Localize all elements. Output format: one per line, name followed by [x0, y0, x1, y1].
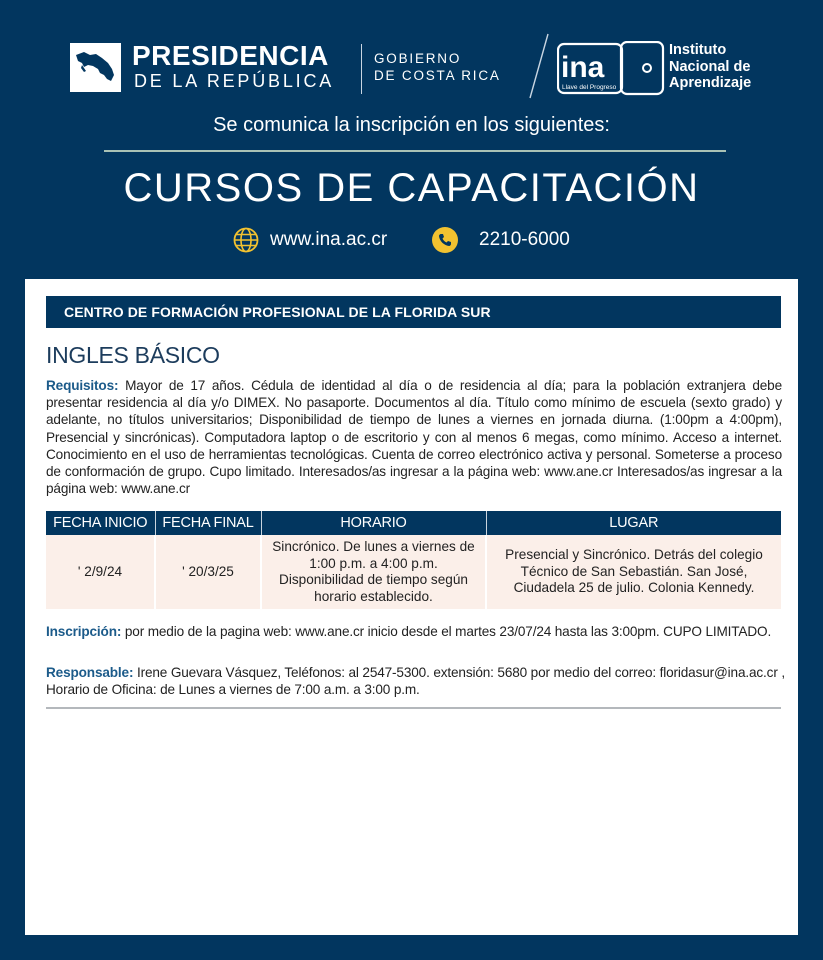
schedule-table: [46, 511, 781, 609]
table-header-row: [46, 511, 781, 535]
header-banner: [0, 0, 823, 280]
requirements-text: Mayor de 17 años. Cédula de identidad al día o de residencia al día; para la población extranjera debe presentar residencia al día y/o DIMEX. No pasaporte. Documentos al día. Título como mínimo de escuela (sexto grado) y adelante, no títulos universitarios; Disponibilidad de tiempo de lunes a viernes en jornada diurna. (1:00pm a 4:00pm), Presencial y sincrónicas). Computadora laptop o de escritorio y con al menos 6 megas, como mínimo. Acceso a internet. Conocimiento en el uso de herramientas tecnológicas. Cuenta de correo electrónico activa y personal. Someterse a proceso de conformación de grupo. Cupo limitado. Interesados/as ingresar a la página web: www.ane.cr Interesados/as ingresar a la página web: www.ane.cr: [46, 378, 782, 497]
gobierno-label: [374, 50, 501, 84]
presidencia-subtitle: DE LA REPÚBLICA: [134, 71, 335, 91]
cell-fecha-inicio: ' 2/9/24: [46, 535, 155, 609]
logo-divider: [361, 44, 362, 94]
cell-lugar: Presencial y Sincrónico. Detrás del colegio Técnico de San Sebastián. San José, Ciudadela 25 de julio. Colonia Kennedy.: [486, 535, 781, 609]
course-title: INGLES BÁSICO: [46, 342, 220, 368]
logo-row: [68, 40, 768, 98]
responsible-paragraph: [46, 664, 786, 698]
phone-number: 2210-6000: [479, 229, 570, 250]
ina-name-line2: Nacional de: [669, 58, 751, 75]
ina-name: [669, 42, 751, 92]
announcement-text: Se comunica la inscripción en los siguientes:: [213, 114, 610, 136]
slash-divider: [528, 32, 550, 102]
svg-text:Llave del Progreso: Llave del Progreso: [562, 84, 617, 91]
header-lugar: LUGAR: [486, 511, 781, 535]
globe-icon: [233, 227, 259, 253]
header-divider: [104, 150, 726, 152]
inscription-text: por medio de la pagina web: www.ane.cr inicio desde el martes 23/07/24 hasta las 3:00pm. CUPO LIMITADO.: [121, 624, 772, 639]
gobierno-line2: DE COSTA RICA: [374, 68, 501, 83]
inscription-label: Inscripción:: [46, 624, 122, 639]
table-row: [46, 535, 781, 609]
presidencia-title: PRESIDENCIA: [132, 40, 329, 71]
cell-fecha-final: ' 20/3/25: [155, 535, 261, 609]
ina-name-line1: Instituto: [669, 42, 727, 58]
cell-horario: Sincrónico. De lunes a viernes de 1:00 p.m. a 4:00 p.m. Disponibilidad de tiempo según horario establecido.: [261, 535, 486, 609]
svg-text:ina: ina: [561, 51, 605, 84]
ina-name-line3: Aprendizaje: [669, 75, 752, 91]
requirements-paragraph: [46, 377, 782, 497]
costa-rica-map-icon: [70, 43, 121, 92]
training-center-name: CENTRO DE FORMACIÓN PROFESIONAL DE LA FLORIDA SUR: [46, 296, 781, 328]
contact-row: [0, 224, 823, 256]
website-link[interactable]: www.ina.ac.cr: [270, 229, 388, 250]
requirements-label: Requisitos:: [46, 378, 119, 393]
page-title: CURSOS DE CAPACITACIÓN: [123, 166, 700, 210]
responsible-label: Responsable:: [46, 665, 134, 680]
header-fecha-inicio: FECHA INICIO: [46, 511, 155, 535]
course-card: [25, 279, 798, 935]
section-divider: [46, 707, 781, 709]
header-horario: HORARIO: [261, 511, 486, 535]
gobierno-line1: GOBIERNO: [374, 51, 462, 66]
header-fecha-final: FECHA FINAL: [155, 511, 261, 535]
inscription-paragraph: [46, 624, 786, 641]
responsible-text: Irene Guevara Vásquez, Teléfonos: al 2547-5300. extensión: 5680 por medio del correo: floridasur@ina.ac.cr , Horario de Oficina: de Lunes a viernes de 7:00 a.m. a 3:00 p.m.: [46, 665, 785, 697]
ina-key-logo-icon: [557, 41, 665, 97]
phone-icon: [432, 227, 458, 253]
